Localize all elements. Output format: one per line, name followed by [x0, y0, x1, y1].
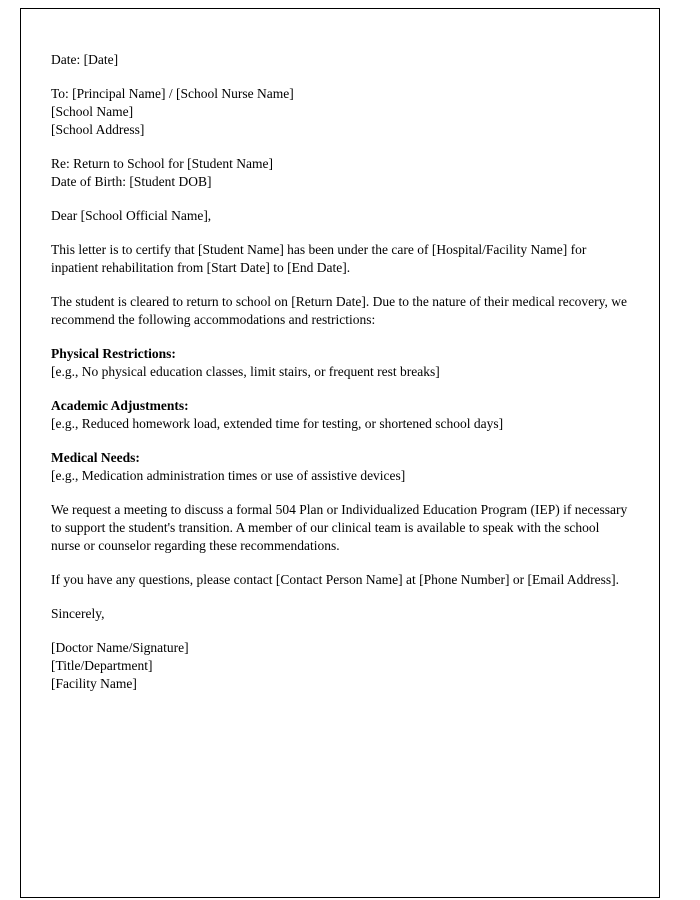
salutation: Dear [School Official Name],: [51, 208, 212, 223]
section-body-medical: [e.g., Medication administration times or use of assistive devices]: [51, 468, 406, 483]
section-medical-needs: [51, 449, 629, 485]
date-line: Date: [Date]: [51, 52, 119, 67]
signature-block: [51, 639, 629, 693]
subject-dob-line: Date of Birth: [Student DOB]: [51, 174, 212, 189]
section-academic-adjustments: [51, 397, 629, 433]
letter-body: [21, 9, 659, 693]
section-body-academic: [e.g., Reduced homework load, extended time for testing, or shortened school days]: [51, 416, 504, 431]
recipient-to-line: To: [Principal Name] / [School Nurse Name]: [51, 86, 294, 101]
subject-block: [51, 155, 629, 191]
paragraph-cleared: The student is cleared to return to school on [Return Date]. Due to the nature of their medical recovery, we recommend the following accommodations and restrictions:: [51, 294, 628, 327]
signature-title-department: [Title/Department]: [51, 658, 153, 673]
recipient-block: [51, 85, 629, 139]
section-heading-physical: Physical Restrictions:: [51, 346, 176, 361]
paragraph-meeting: We request a meeting to discuss a formal 504 Plan or Individualized Education Program (IEP) if necessary to support the student's transition. A member of our clinical team is available to speak with the school nurse or counselor regarding these recommendations.: [51, 502, 628, 553]
section-heading-medical: Medical Needs:: [51, 450, 140, 465]
letter-page: [20, 8, 660, 898]
recipient-school-name: [School Name]: [51, 104, 134, 119]
section-body-physical: [e.g., No physical education classes, limit stairs, or frequent rest breaks]: [51, 364, 440, 379]
signature-doctor-name: [Doctor Name/Signature]: [51, 640, 189, 655]
paragraph-contact: If you have any questions, please contact [Contact Person Name] at [Phone Number] or [Email Address].: [51, 572, 619, 587]
closing: Sincerely,: [51, 606, 105, 621]
paragraph-certify: This letter is to certify that [Student Name] has been under the care of [Hospital/Facility Name] for inpatient rehabilitation from [Start Date] to [End Date].: [51, 242, 587, 275]
section-physical-restrictions: [51, 345, 629, 381]
subject-re-line: Re: Return to School for [Student Name]: [51, 156, 273, 171]
section-heading-academic: Academic Adjustments:: [51, 398, 189, 413]
recipient-school-address: [School Address]: [51, 122, 145, 137]
signature-facility-name: [Facility Name]: [51, 676, 137, 691]
